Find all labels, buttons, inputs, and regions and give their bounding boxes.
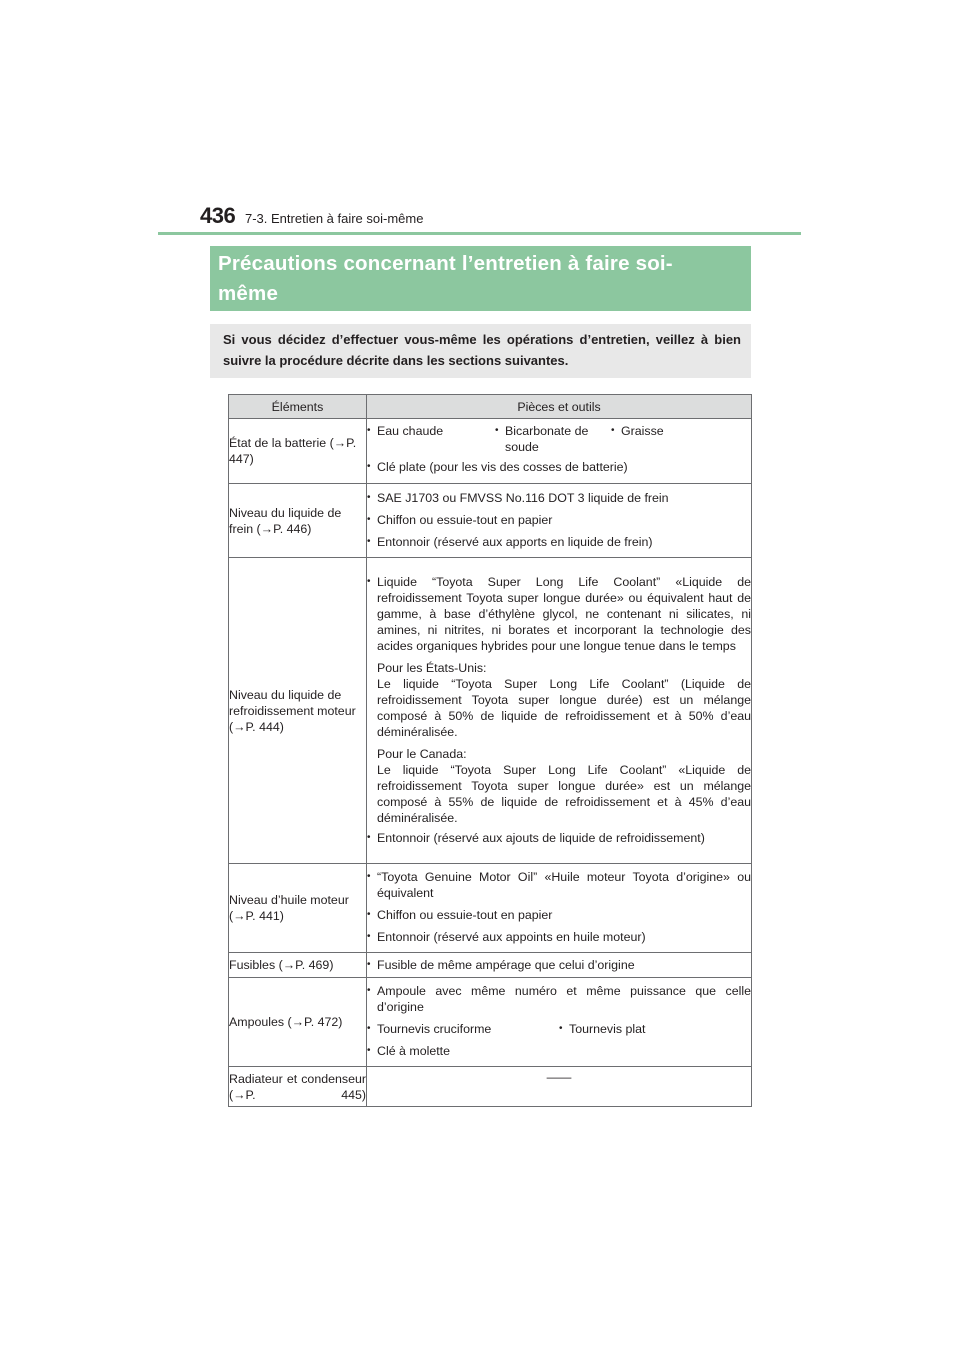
list-item: • Entonnoir (réservé aux apports en liquide de frein) [367, 534, 751, 550]
ca-text: Le liquide “Toyota Super Long Life Coolant” «Liquide de refroidissement Toyota super longue durée» est un mélange composé à 55% de liquide de refroidissement et à 45% d’eau déminéralisée. [377, 762, 751, 825]
coolant-list [367, 574, 751, 654]
parts-battery [367, 419, 752, 484]
page-title-line-2: même [218, 282, 279, 305]
list-item: • SAE J1703 ou FMVSS No.116 DOT 3 liquide de frein [367, 490, 751, 506]
table-row [229, 558, 752, 864]
header-rule [158, 232, 801, 235]
header-parts-tools: Pièces et outils [367, 395, 752, 419]
element-bulbs: Ampoules (→P. 472) [229, 978, 367, 1067]
list-item: • Entonnoir (réservé aux appoints en huile moteur) [367, 929, 751, 945]
us-text: Le liquide “Toyota Super Long Life Coolant” (Liquide de refroidissement Toyota super longue durée) est un mélange composé à 50% de liquide de refroidissement et à 50% d’eau déminéralisée. [377, 676, 751, 739]
parts-radiator: —— [367, 1067, 752, 1107]
table-header-row [229, 395, 752, 419]
coolant-ca-note [367, 746, 751, 826]
list-item: • Clé plate (pour les vis des cosses de batterie) [367, 459, 751, 475]
battery-list [367, 459, 751, 475]
coolant-spec: Liquide “Toyota Super Long Life Coolant” «Liquide de refroidissement Toyota super longue durée» ou équivalent haut de gamme, à base d’éthylène glycol, ne contenant ni silicates, ni amines, ni nitrites, ni borates et incorporant la technologie des acides organiques hybrides pour une longue tenue dans le temps [377, 574, 751, 653]
element-coolant: Niveau du liquide de refroidissement moteur (→P. 444) [229, 558, 367, 864]
title-band [210, 246, 751, 311]
brake-list [367, 490, 751, 550]
list-item: • Bicarbonate de soude [495, 423, 611, 455]
list-item: • Fusible de même ampérage que celui d’origine [367, 957, 751, 973]
coolant-list-2 [367, 830, 751, 846]
parts-coolant [367, 558, 752, 864]
element-fuses: Fusibles (→P. 469) [229, 953, 367, 978]
element-engine-oil: Niveau d’huile moteur (→P. 441) [229, 864, 367, 953]
ca-label: Pour le Canada: [377, 746, 467, 761]
list-item: • Tournevis cruciforme [367, 1021, 559, 1037]
header-elements: Éléments [229, 395, 367, 419]
parts-fuses [367, 953, 752, 978]
list-item: • Eau chaude [367, 423, 495, 455]
intro-paragraph: Si vous décidez d’effectuer vous-même les opérations d’entretien, veillez à bien suivre la procédure décrite dans les sections suivantes. [210, 324, 751, 378]
table-row [229, 953, 752, 978]
bulbs-list-2 [367, 1043, 751, 1059]
parts-bulbs [367, 978, 752, 1067]
table-row [229, 864, 752, 953]
table-row [229, 484, 752, 558]
list-item [367, 574, 751, 654]
list-item: • Entonnoir (réservé aux ajouts de liquide de refroidissement) [367, 830, 751, 846]
element-brake-fluid: Niveau du liquide de frein (→P. 446) [229, 484, 367, 558]
us-label: Pour les États-Unis: [377, 660, 487, 675]
oil-list [367, 869, 751, 945]
parts-brake-fluid [367, 484, 752, 558]
list-item: • Ampoule avec même numéro et même puissance que celle d’origine [367, 983, 751, 1015]
bulbs-tools-row [367, 1021, 751, 1037]
page-title-line-1: Précautions concernant l’entretien à faire soi- [218, 252, 673, 275]
battery-tools-row [367, 423, 751, 455]
table-row [229, 978, 752, 1067]
list-item: • Graisse [611, 423, 664, 455]
element-battery: État de la batterie (→P. 447) [229, 419, 367, 484]
maintenance-table [228, 394, 752, 1107]
list-item: • Chiffon ou essuie-tout en papier [367, 907, 751, 923]
page-number: 436 [200, 203, 236, 228]
list-item: • “Toyota Genuine Motor Oil” «Huile moteur Toyota d’origine» ou équivalent [367, 869, 751, 901]
coolant-us-note [367, 660, 751, 740]
list-item: • Tournevis plat [559, 1021, 645, 1037]
section-header: 7-3. Entretien à faire soi-même [245, 211, 424, 226]
list-item: • Chiffon ou essuie-tout en papier [367, 512, 751, 528]
parts-engine-oil [367, 864, 752, 953]
element-radiator: Radiateur et condenseur (→P. 445) [229, 1067, 367, 1107]
bulbs-list [367, 983, 751, 1015]
fuses-list [367, 957, 751, 973]
table-row [229, 1067, 752, 1107]
list-item: • Clé à molette [367, 1043, 751, 1059]
table-row [229, 419, 752, 484]
